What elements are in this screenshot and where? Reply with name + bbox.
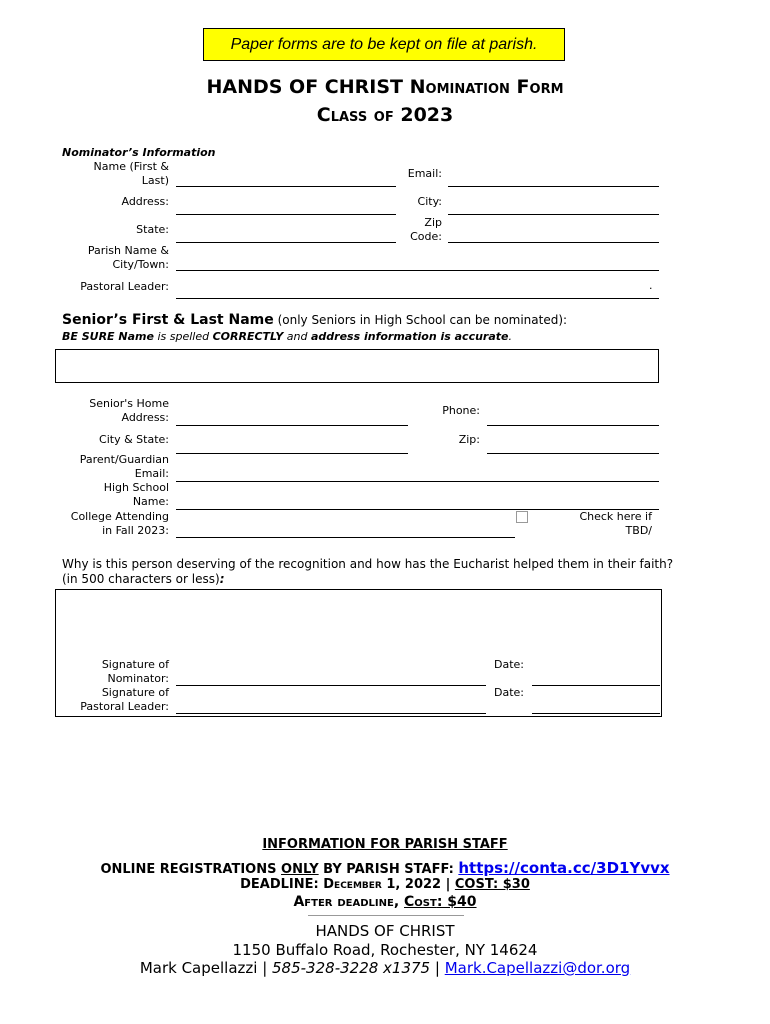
title-small-caps: Nomination Form <box>409 76 564 98</box>
contact-line: Mark Capellazzi | 585-328-3228 x1375 | Mark.Capellazzi@dor.org <box>139 959 631 977</box>
pastoral-leader-field[interactable] <box>176 298 659 299</box>
college-label: College Attending in Fall 2023: <box>70 510 169 537</box>
title-class-of: Class of <box>316 104 394 126</box>
accuracy-note: BE SURE Name is spelled CORRECTLY and address information is accurate. <box>62 330 512 343</box>
name-label: Name (First & Last) <box>93 160 169 187</box>
zip-label: Zip Code: <box>410 216 442 243</box>
after-deadline-line: After deadline, Cost: $40 <box>293 894 477 910</box>
phone-label: Phone: <box>442 404 480 417</box>
parish-notice-banner: Paper forms are to be kept on file at parish. <box>203 28 565 61</box>
senior-heading: Senior’s First & Last Name (only Seniors in High School can be nominated): <box>62 312 568 328</box>
senior-name-input[interactable] <box>55 349 659 383</box>
tbd-checkbox[interactable] <box>516 511 528 523</box>
parish-field[interactable] <box>176 270 659 271</box>
date-field-1[interactable] <box>532 685 660 686</box>
email-label: Email: <box>407 167 442 180</box>
contact-email-link[interactable]: Mark.Capellazzi@dor.org <box>444 959 631 977</box>
home-address-label: Senior's Home Address: <box>89 397 169 424</box>
sig-pastoral-field[interactable] <box>176 713 486 714</box>
parent-email-field[interactable] <box>176 481 659 482</box>
nominator-city-field[interactable] <box>448 214 659 215</box>
nominator-address-field[interactable] <box>176 214 396 215</box>
tbd-label: Check here if TBD/ <box>579 510 652 537</box>
senior-zip-label: Zip: <box>458 433 480 446</box>
sig-nominator-field[interactable] <box>176 685 486 686</box>
form-title-line1 <box>0 76 770 98</box>
parent-email-label: Parent/Guardian Email: <box>79 453 169 480</box>
parish-label: Parish Name & City/Town: <box>87 244 169 271</box>
staff-heading: INFORMATION FOR PARISH STAFF <box>262 837 508 852</box>
nominator-name-field[interactable] <box>176 186 396 187</box>
nominator-zip-field[interactable] <box>448 242 659 243</box>
senior-phone-field[interactable] <box>487 425 659 426</box>
org-address: 1150 Buffalo Road, Rochester, NY 14624 <box>232 941 538 959</box>
nominator-email-field[interactable] <box>448 186 659 187</box>
title-year: 2023 <box>393 104 454 126</box>
state-label: State: <box>136 223 169 236</box>
date-field-2[interactable] <box>532 713 660 714</box>
high-school-label: High School Name: <box>103 481 169 508</box>
nominator-state-field[interactable] <box>176 242 396 243</box>
essay-question: Why is this person deserving of the recognition and how has the Eucharist helped them in their faith? (in 500 characters or less): <box>62 557 674 586</box>
registration-link[interactable]: https://conta.cc/3D1Yvvx <box>458 859 670 877</box>
sig-pastoral-label: Signature of Pastoral Leader: <box>80 686 169 713</box>
college-field[interactable] <box>176 537 515 538</box>
online-registration-line: ONLINE REGISTRATIONS ONLY BY PARISH STAFF: https://conta.cc/3D1Yvvx <box>100 859 670 877</box>
city-state-label: City & State: <box>99 433 169 446</box>
title-main: HANDS OF CHRIST <box>206 76 410 98</box>
pastoral-period: . <box>649 279 653 292</box>
city-label: City: <box>417 195 442 208</box>
deadline-line: DEADLINE: December 1, 2022 | COST: $30 <box>240 877 530 892</box>
nominator-heading: Nominator’s Information <box>62 146 216 159</box>
address-label: Address: <box>121 195 169 208</box>
org-name: HANDS OF CHRIST <box>315 922 455 940</box>
form-title-line2 <box>0 104 770 126</box>
date-label-2: Date: <box>494 686 524 699</box>
senior-zip-field[interactable] <box>487 453 659 454</box>
divider <box>308 915 464 916</box>
sig-nominator-label: Signature of Nominator: <box>101 658 169 685</box>
date-label-1: Date: <box>494 658 524 671</box>
pastoral-leader-label: Pastoral Leader: <box>80 280 169 293</box>
senior-city-state-field[interactable] <box>176 453 408 454</box>
senior-address-field[interactable] <box>176 425 408 426</box>
